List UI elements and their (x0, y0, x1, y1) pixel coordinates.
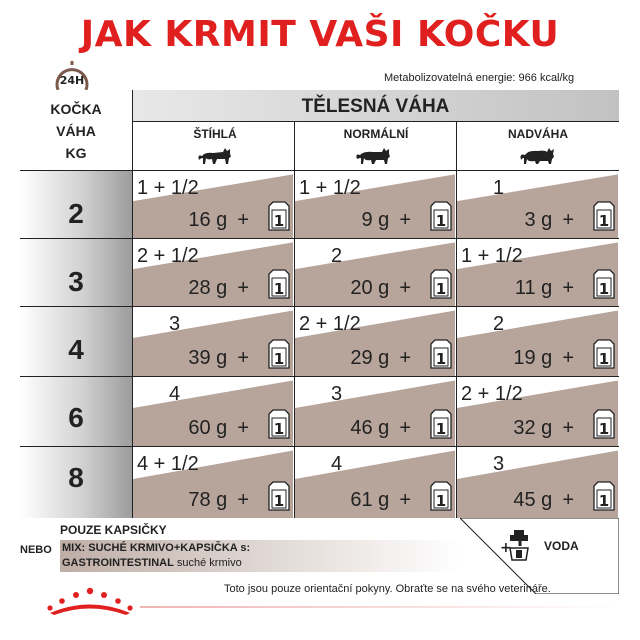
wet-food-grams (350, 489, 411, 512)
disclaimer: Toto jsou pouze orientační pokyny. Obraťte se na svého veterináře. (224, 583, 551, 595)
pouch-count: 1 (435, 350, 447, 368)
dry-food-amount: 3 (331, 383, 343, 405)
feeding-cell (457, 447, 618, 518)
plus-sign: + (399, 347, 411, 369)
energy-note: Metabolizovatelná energie: 966 kcal/kg (384, 72, 575, 84)
wet-food-grams (188, 347, 249, 370)
pouch-icon (431, 482, 451, 510)
feeding-cell (295, 307, 455, 376)
dry-food-amount: 3 (493, 453, 505, 475)
wet-food-grams (188, 277, 249, 300)
plus-sign: + (237, 417, 249, 439)
pouch-icon (431, 340, 451, 368)
pouch-count: 1 (598, 212, 610, 230)
grams-value: 78 g (188, 489, 228, 511)
dry-food-amount: 4 + 1/2 (137, 453, 199, 475)
feeding-cell (457, 307, 618, 376)
feeding-cell (457, 377, 618, 446)
feeding-cell (457, 239, 618, 306)
mix-line-2 (62, 557, 242, 569)
feeding-cell (133, 377, 293, 446)
grams-value: 11 g (514, 277, 553, 299)
feeding-cell (295, 171, 455, 238)
wet-food-grams (362, 209, 412, 232)
pouch-count: 1 (598, 420, 610, 438)
wet-food-grams (525, 209, 575, 232)
grams-value: 29 g (350, 347, 390, 369)
left-header-line-1: KOČKA (50, 101, 102, 117)
wet-food-grams (188, 209, 249, 232)
pouch-icon (431, 410, 451, 438)
pouch-icon (269, 410, 289, 438)
grams-value: 32 g (513, 417, 553, 439)
dry-food-amount: 1 + 1/2 (299, 177, 361, 199)
grams-value: 9 g (361, 209, 390, 231)
cat-icon (195, 146, 235, 166)
pouch-count: 1 (598, 350, 610, 368)
wet-food-grams (350, 277, 411, 300)
dry-food-amount: 3 (169, 313, 181, 335)
plus-sign: + (399, 417, 411, 439)
wet-food-grams (513, 489, 574, 512)
dry-food-amount: 1 + 1/2 (461, 245, 523, 267)
column-title-overweight: NADVÁHA (508, 127, 568, 141)
feeding-cell (133, 307, 293, 376)
grams-value: 19 g (513, 347, 553, 369)
pouch-icon (594, 270, 614, 298)
feeding-cell (133, 239, 293, 306)
pouch-count: 1 (273, 420, 285, 438)
dry-food-amount: 2 + 1/2 (461, 383, 523, 405)
wet-food-grams (188, 417, 249, 440)
plus-sign: + (399, 277, 411, 299)
weight-value: 6 (68, 402, 84, 433)
left-header (20, 98, 132, 164)
feeding-cell (295, 239, 455, 306)
svg-text:+: + (500, 540, 512, 556)
dry-food-amount: 1 (493, 177, 505, 199)
pouch-icon (431, 202, 451, 230)
plus-sign: + (237, 209, 249, 231)
plus-sign: + (399, 489, 411, 511)
pouch-count: 1 (435, 492, 447, 510)
feeding-cell (457, 171, 618, 238)
clock-label: 24H (59, 74, 85, 87)
plus-sign: + (237, 489, 249, 511)
plus-sign: + (237, 277, 249, 299)
pouch-count: 1 (435, 212, 447, 230)
pouch-icon (269, 340, 289, 368)
wet-food-grams (513, 347, 574, 370)
grams-value: 28 g (188, 277, 228, 299)
grams-value: 3 g (524, 209, 553, 231)
plus-sign: + (562, 417, 574, 439)
pouch-icon (594, 202, 614, 230)
cat-icon (518, 146, 558, 166)
grams-value: 60 g (188, 417, 228, 439)
page-title: JAK KRMIT VAŠI KOČKU (80, 14, 560, 55)
pouch-icon (269, 482, 289, 510)
pouch-count: 1 (598, 492, 610, 510)
dry-food-amount: 2 + 1/2 (299, 313, 361, 335)
mix-product-rest: suché krmivo (173, 557, 242, 569)
dry-food-amount: 2 + 1/2 (137, 245, 199, 267)
feeding-cell (295, 377, 455, 446)
logo-rule (140, 606, 620, 608)
plus-sign: + (562, 277, 574, 299)
plus-sign: + (562, 489, 574, 511)
pouch-icon (431, 270, 451, 298)
pouch-icon (594, 340, 614, 368)
grams-value: 61 g (350, 489, 390, 511)
column-title-slim: ŠTÍHLÁ (193, 127, 237, 141)
wet-food-grams (188, 489, 249, 512)
plus-sign: + (562, 209, 574, 231)
pouch-count: 1 (598, 280, 610, 298)
feeding-cell (133, 447, 293, 518)
pouch-icon (269, 270, 289, 298)
grams-value: 46 g (350, 417, 390, 439)
dry-food-amount: 1 + 1/2 (137, 177, 199, 199)
left-header-line-3: KG (65, 145, 87, 161)
pouch-count: 1 (435, 420, 447, 438)
water-label: VODA (544, 539, 579, 553)
cat-icon (354, 146, 394, 166)
grams-value: 45 g (513, 489, 553, 511)
wet-food-grams (513, 417, 574, 440)
feeding-cell (295, 447, 455, 518)
wet-food-grams (350, 417, 411, 440)
pouch-icon (594, 410, 614, 438)
wet-food-grams (350, 347, 411, 370)
pouch-count: 1 (273, 350, 285, 368)
plus-sign: + (237, 347, 249, 369)
or-label: NEBO (20, 544, 52, 556)
pouch-count: 1 (273, 280, 285, 298)
section-header: TĚLESNÁ VÁHA (301, 96, 450, 117)
pouches-only-label: POUZE KAPSIČKY (60, 523, 167, 537)
wet-food-grams (515, 277, 574, 300)
column-title-normal: NORMÁLNÍ (343, 127, 409, 141)
weight-value: 3 (68, 266, 84, 297)
plus-sign: + (399, 209, 411, 231)
grams-value: 20 g (350, 277, 390, 299)
grams-value: 39 g (188, 347, 228, 369)
grams-value: 16 g (188, 209, 228, 231)
clock-24h-icon (52, 60, 92, 92)
dry-food-amount: 4 (169, 383, 181, 405)
plus-sign: + (562, 347, 574, 369)
pouch-count: 1 (273, 492, 285, 510)
left-header-line-2: VÁHA (56, 123, 96, 139)
dry-food-amount: 4 (331, 453, 343, 475)
mix-line-1: MIX: SUCHÉ KRMIVO+KAPSIČKA s: (62, 542, 251, 554)
pouch-icon (269, 202, 289, 230)
royal-crown-logo (42, 586, 138, 616)
pouch-count: 1 (273, 212, 285, 230)
pouch-count: 1 (435, 280, 447, 298)
dry-food-amount: 2 (331, 245, 343, 267)
weight-value: 8 (68, 462, 84, 493)
weight-value: 4 (68, 334, 84, 365)
weight-value: 2 (68, 198, 84, 229)
pouch-icon (594, 482, 614, 510)
mix-product-name: GASTROINTESTINAL (62, 557, 174, 569)
feeding-cell (133, 171, 293, 238)
dry-food-amount: 2 (493, 313, 505, 335)
